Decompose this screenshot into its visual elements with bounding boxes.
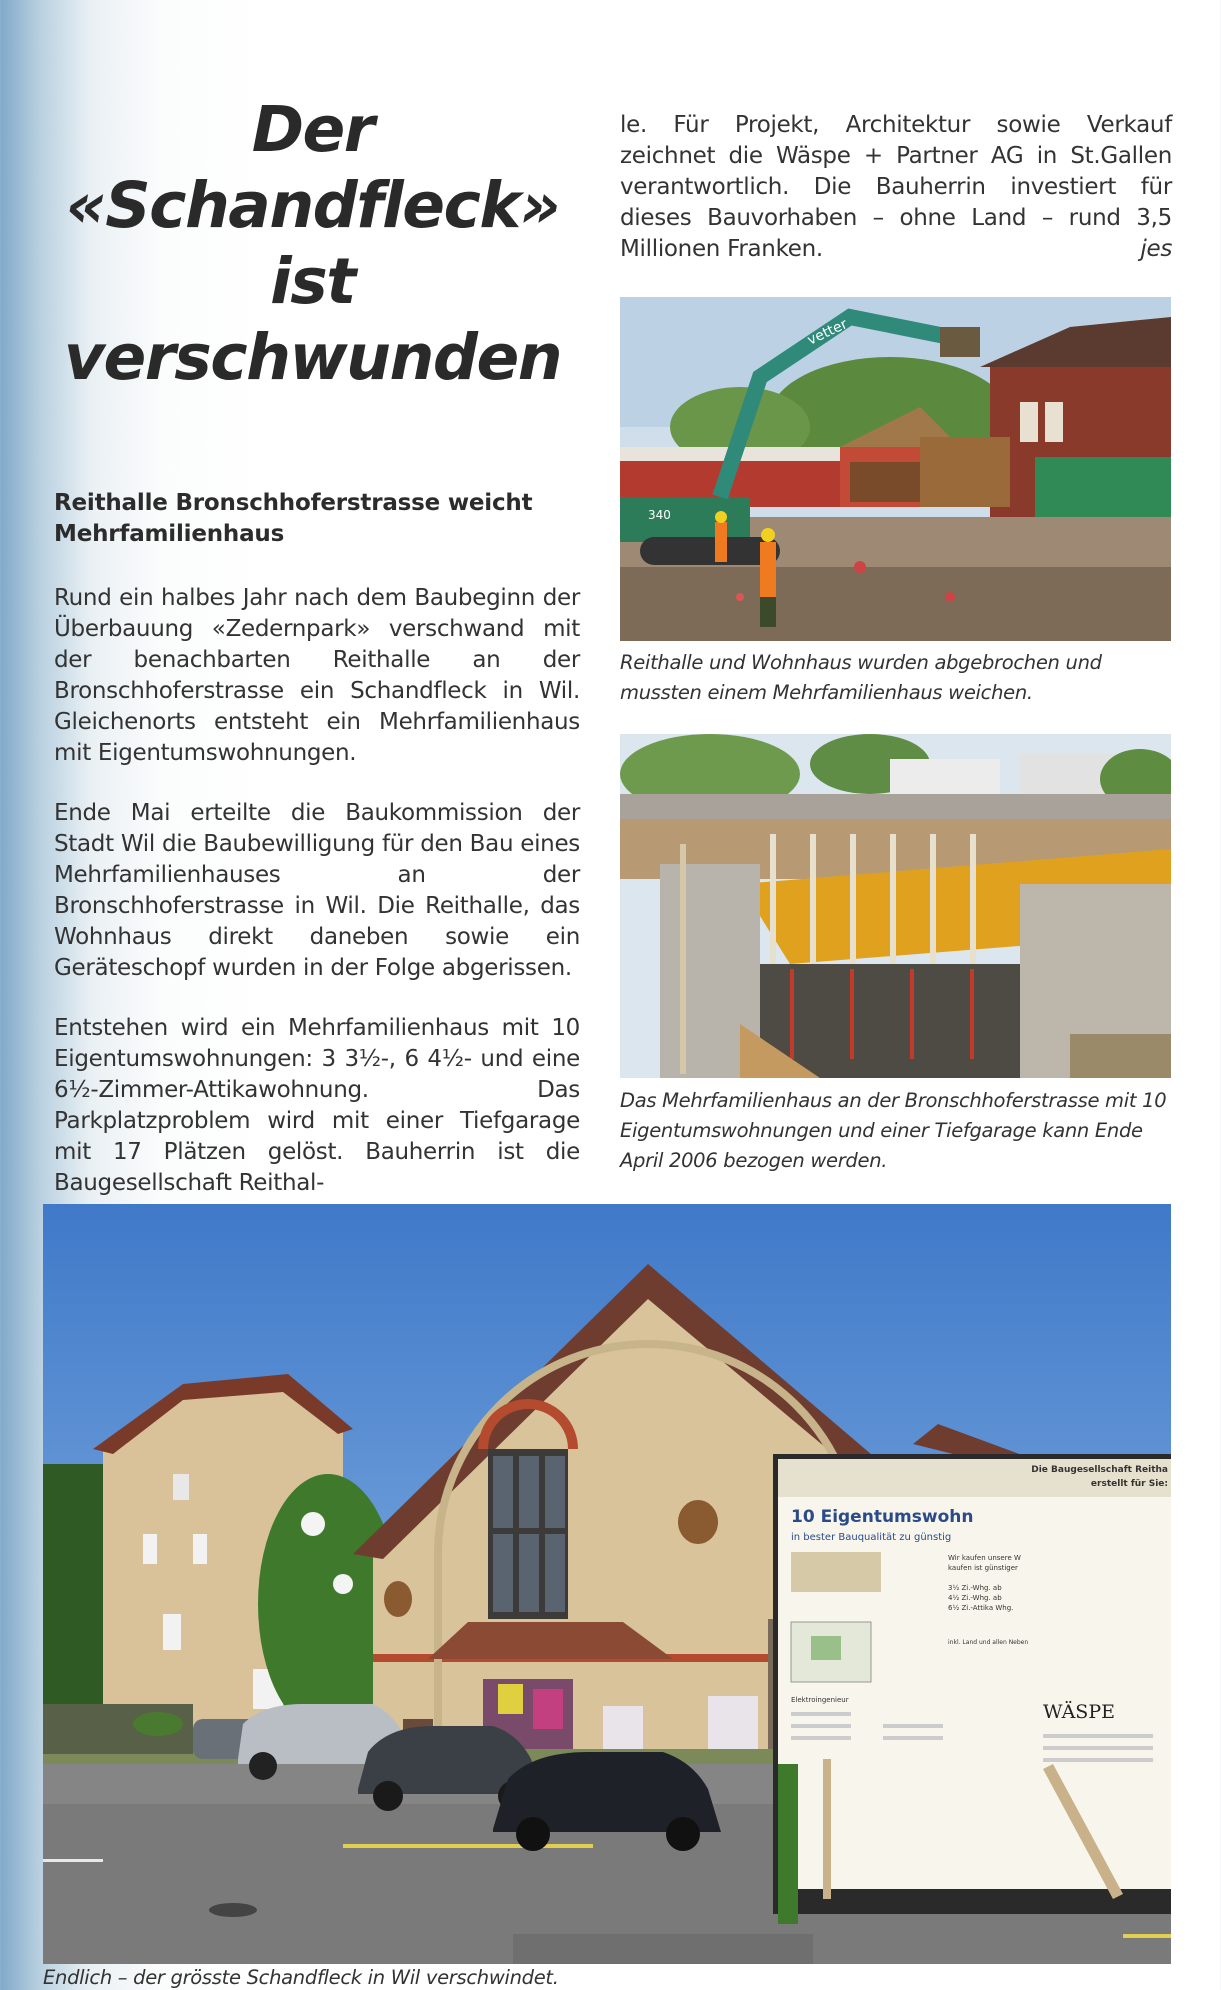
sign-contact-label: Elektroingenieur <box>791 1696 849 1704</box>
sign-headline: 10 Eigentumswohn <box>791 1507 974 1527</box>
sign-unit-1: 3½ Zi.-Whg. ab <box>948 1584 1002 1592</box>
intro-right-column <box>620 110 1172 265</box>
sign-brand: WÄSPE <box>1043 1701 1115 1723</box>
excavator-text: vetter <box>804 316 850 349</box>
sign-note-line-2: kaufen ist günstiger <box>948 1564 1018 1572</box>
reithalle-photo <box>43 1204 1171 1964</box>
sign-note-line-1: Wir kaufen unsere W <box>948 1554 1021 1562</box>
excavator-number: 340 <box>648 508 671 522</box>
paragraph-3: Entstehen wird ein Mehrfamilienhaus mit 10 Eigentumswohnungen: 3 3½-, 6 4½- und eine 6½-Zimmer-Attikawohnung. Das Parkplatzproblem wird mit einer Tiefgarage mit 17 Plätzen gelöst. Bauherrin ist die Baugesellschaft Reithal- <box>54 1015 580 1196</box>
demolition-photo <box>620 297 1171 641</box>
sign-header-line-2: erstellt für Sie: <box>1090 1479 1168 1489</box>
demolition-photo-image <box>620 297 1171 641</box>
sign-unit-3: 6½ Zi.-Attika Whg. <box>948 1604 1014 1612</box>
reithalle-photo-image <box>43 1204 1171 1964</box>
sign-subline: in bester Bauqualität zu günstig <box>791 1532 952 1543</box>
title-line-1: Der «Schandfleck» <box>65 93 560 242</box>
construction-photo-image <box>620 734 1171 1078</box>
subheading: Reithalle Bronschhoferstrasse weicht Mehrfamilienhaus <box>54 490 533 547</box>
article-title <box>40 92 585 396</box>
demolition-caption: Reithalle und Wohnhaus wurden abgebrochen und mussten einem Mehrfamilienhaus weichen. <box>620 651 1102 704</box>
sign-unit-2: 4½ Zi.-Whg. ab <box>948 1594 1002 1602</box>
construction-photo <box>620 734 1171 1078</box>
construction-caption: Das Mehrfamilienhaus an der Bronschhoferstrasse mit 10 Eigentumswohnungen und einer Tiefgarage kann Ende April 2006 bezogen werden. <box>620 1089 1167 1172</box>
sign-land-note: inkl. Land und allen Neben <box>948 1639 1029 1646</box>
intro-right-paragraph: le. Für Projekt, Architektur sowie Verkauf zeichnet die Wäspe + Partner AG in St.Gallen verantwortlich. Die Bauherrin investiert für dieses Bauvorhaben – ohne Land – rund 3,5 Millionen Franken. <box>620 112 1172 262</box>
paragraph-1: Rund ein halbes Jahr nach dem Baubeginn der Überbauung «Zedernpark» verschwand mit der benachbarten Reithalle an der Bronschhoferstrasse ein Schandfleck in Wil. Gleichenorts entsteht ein Mehrfamilienhaus mit Eigentumswohnungen. <box>54 585 580 766</box>
paragraph-2: Ende Mai erteilte die Baukommission der Stadt Wil die Baubewilligung für den Bau eines Mehrfamilienhauses an der Bronschhoferstrasse in Wil. Die Reithalle, das Wohnhaus direkt daneben sowie ein Geräteschopf wurden in der Folge abgerissen. <box>54 800 580 981</box>
hall-caption: Endlich – der grösste Schandfleck in Wil verschwindet. <box>43 1966 559 1989</box>
sign-header-line-1: Die Baugesellschaft Reitha <box>1031 1465 1168 1475</box>
title-line-2: ist verschwunden <box>63 245 562 394</box>
left-column <box>54 583 580 1228</box>
author-initials: jes <box>1140 236 1172 262</box>
